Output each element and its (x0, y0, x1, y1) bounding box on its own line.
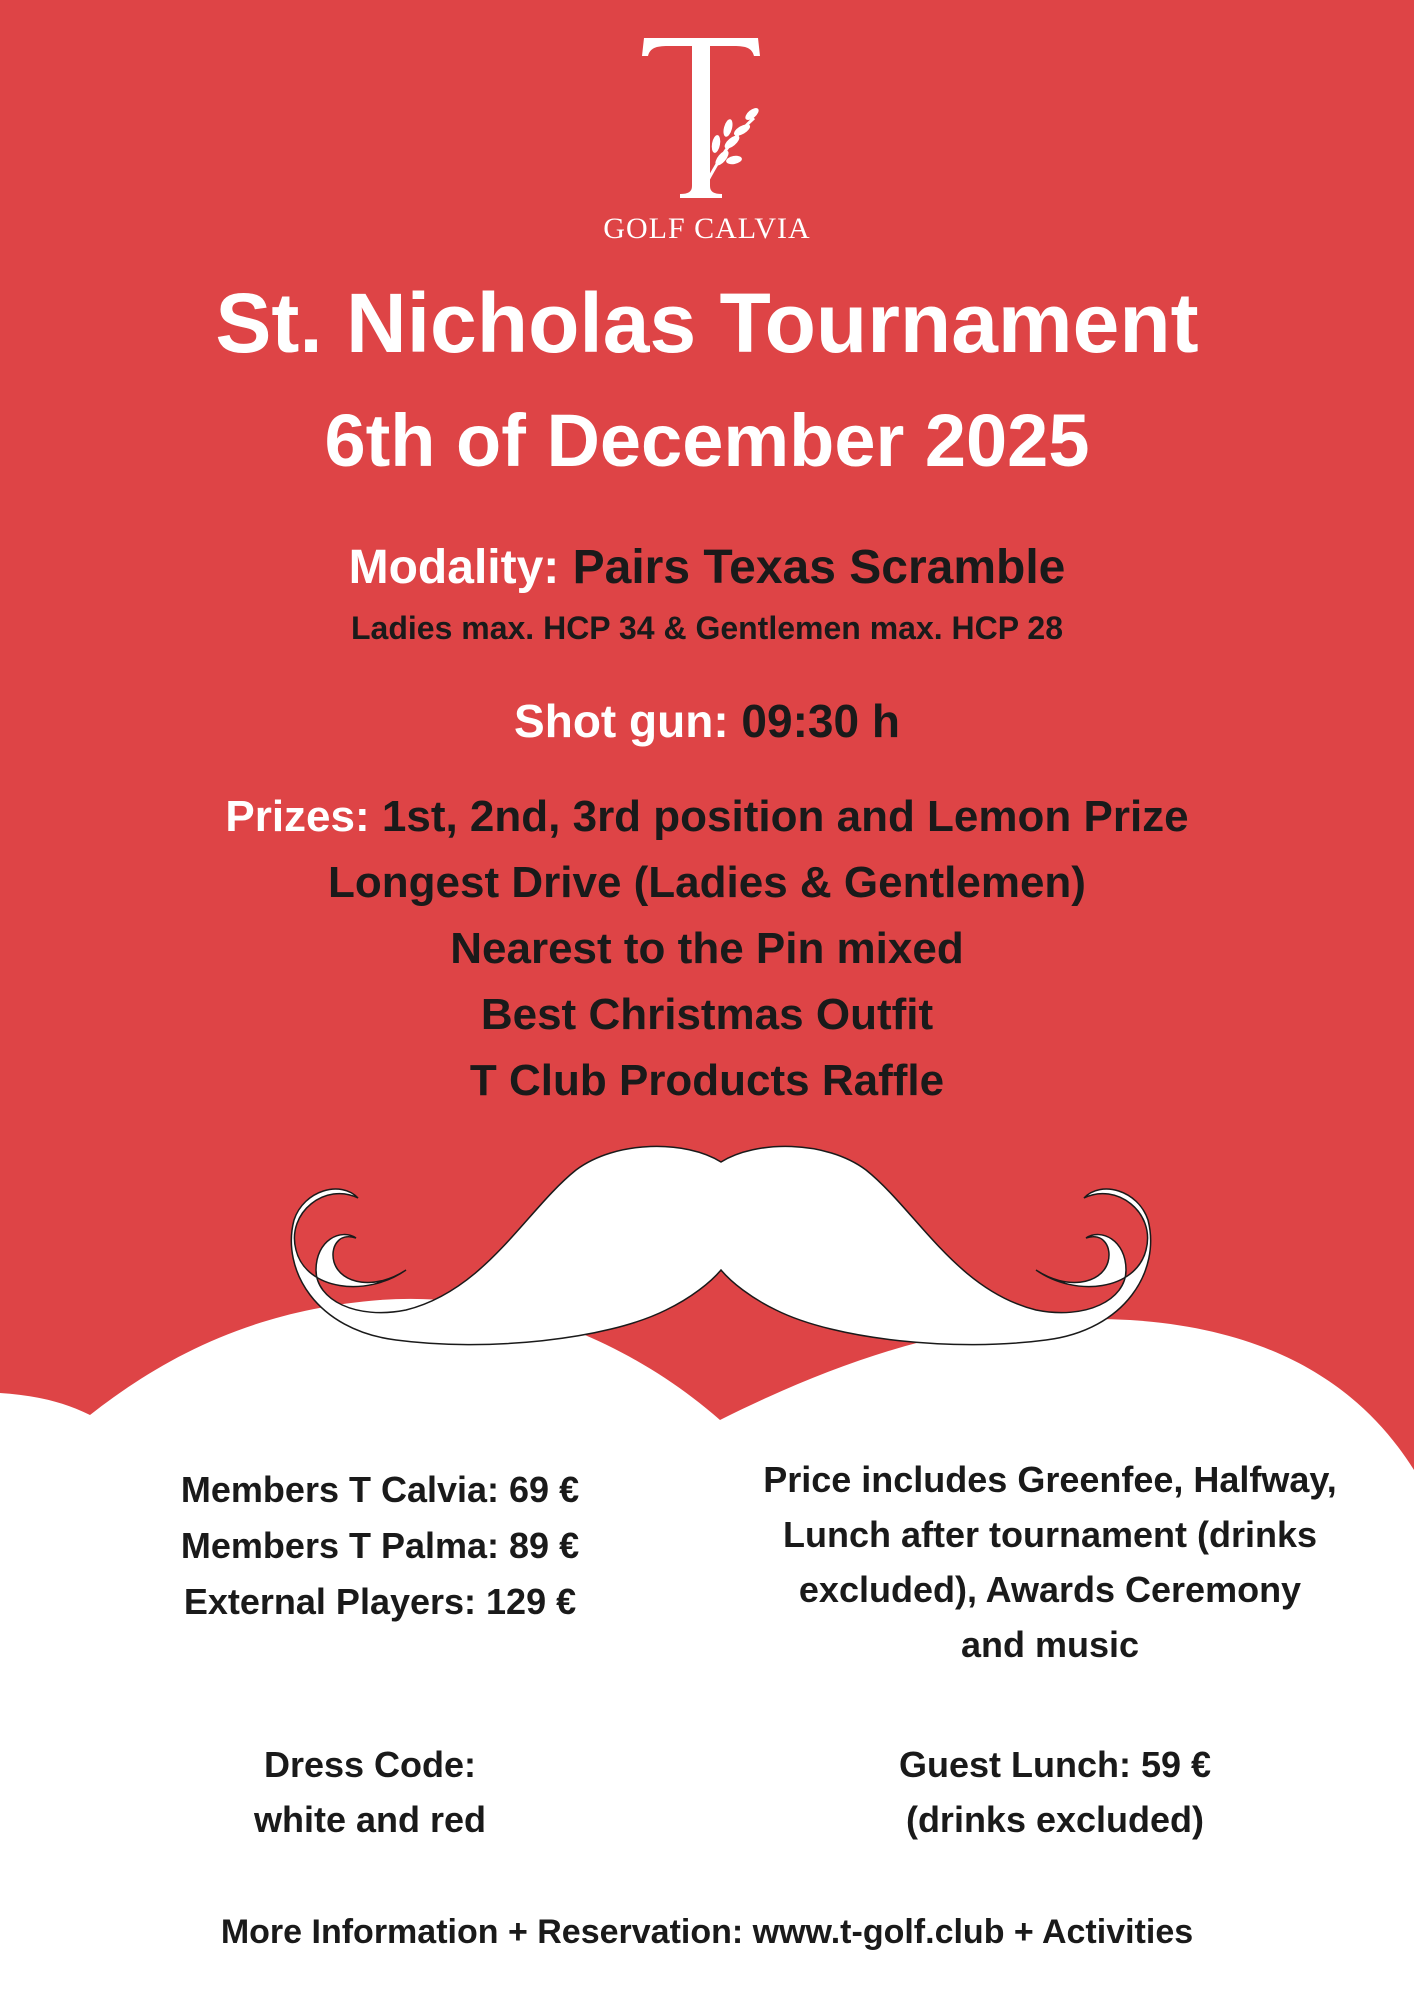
shotgun-value: 09:30 h (741, 695, 900, 747)
price-external-players: External Players: 129 € (183, 1581, 577, 1622)
modality-label: Modality: (348, 541, 560, 594)
price-members-calvia: Members T Calvia: 69 € (180, 1469, 580, 1510)
prize-item: T Club Products Raffle (469, 1056, 945, 1105)
price-includes (700, 1452, 1400, 1672)
mustache-icon (286, 1140, 1156, 1380)
modality-value: Pairs Texas Scramble (572, 541, 1066, 594)
includes-line: Price includes Greenfee, Halfway, (763, 1459, 1337, 1500)
prizes-first: 1st, 2nd, 3rd position and Lemon Prize (381, 792, 1189, 841)
guest-lunch-note: (drinks excluded) (905, 1799, 1205, 1840)
t-letter-olive-branch-logo (636, 30, 766, 200)
handicap-info: Ladies max. HCP 34 & Gentlemen max. HCP 28 (350, 610, 1063, 646)
includes-line: excluded), Awards Ceremony (798, 1569, 1302, 1610)
price-list (130, 1462, 630, 1630)
brand-name: GOLF CALVIA (603, 212, 811, 245)
prize-item: Best Christmas Outfit (480, 990, 934, 1039)
includes-line: Lunch after tournament (drinks (782, 1514, 1318, 1555)
price-members-palma: Members T Palma: 89 € (180, 1525, 580, 1566)
modality-line (0, 540, 1414, 595)
dress-code-label: Dress Code: (263, 1744, 477, 1785)
includes-line: and music (960, 1624, 1140, 1665)
prize-item: Nearest to the Pin mixed (450, 924, 964, 973)
page-title: St. Nicholas Tournament (215, 276, 1199, 370)
more-info-reservation: More Information + Reservation: www.t-golf.club + Activities (220, 1913, 1194, 1951)
prizes-line (0, 792, 1414, 842)
shotgun-line (0, 694, 1414, 748)
event-date: 6th of December 2025 (324, 399, 1090, 482)
guest-lunch-label: Guest Lunch: 59 € (898, 1744, 1212, 1785)
prize-item: Longest Drive (Ladies & Gentlemen) (328, 858, 1086, 907)
guest-lunch (830, 1737, 1280, 1847)
dress-code (150, 1737, 590, 1847)
shotgun-label: Shot gun: (514, 695, 729, 747)
prizes-label: Prizes: (225, 792, 370, 841)
dress-code-value: white and red (253, 1799, 487, 1840)
